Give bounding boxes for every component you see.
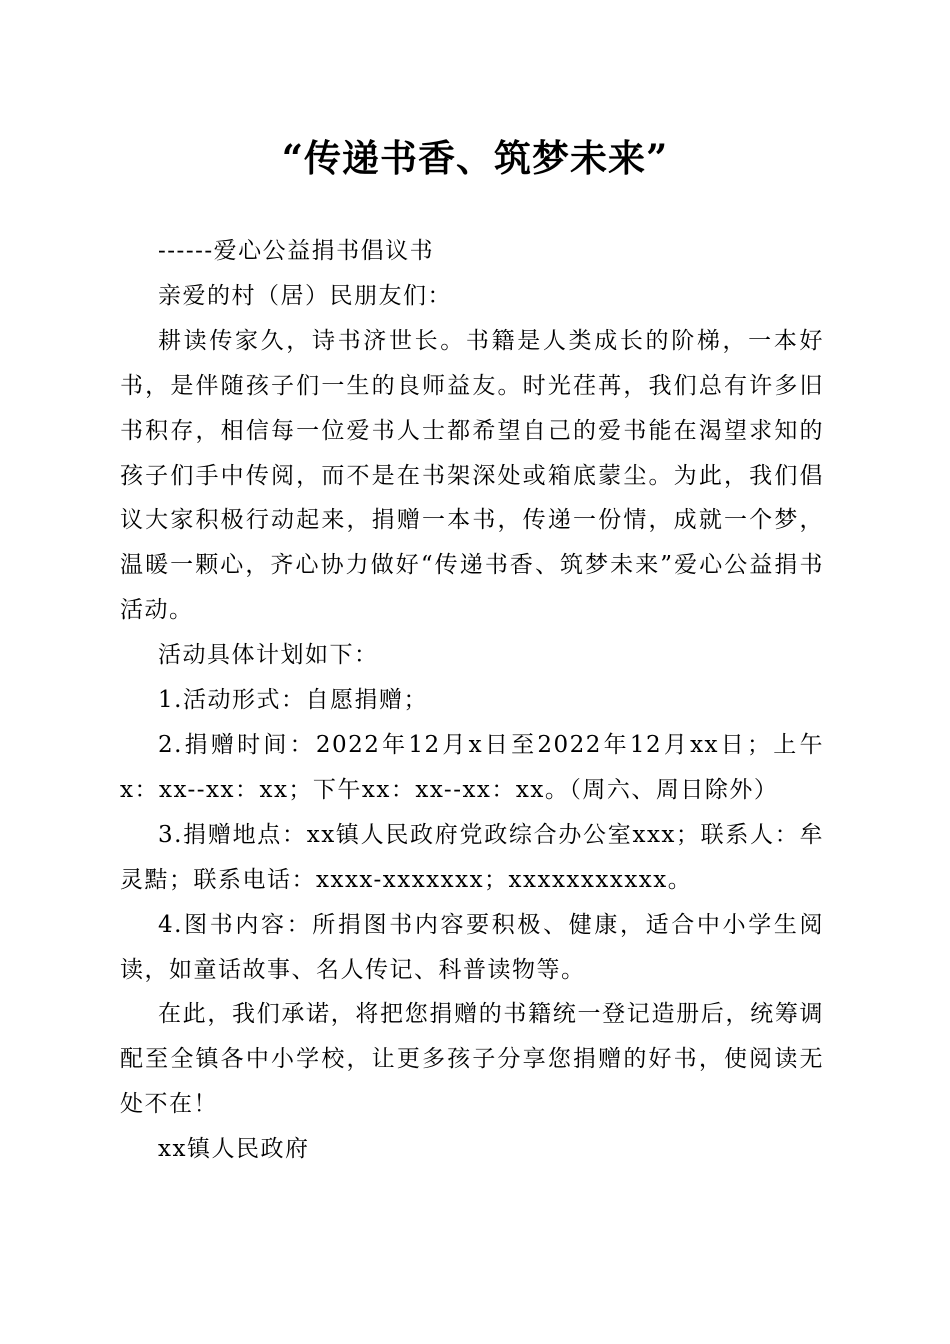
document-body — [120, 229, 824, 1172]
plan-item-form: 1.活动形式：自愿捐赠； — [158, 687, 428, 714]
plan-item-content: 4.图书内容：所捐图书内容要积极、健康，适合中小学生阅读，如童话故事、名人传记、科普读物等。 — [120, 911, 824, 983]
document-title: “传递书香、筑梦未来” — [281, 136, 669, 180]
plan-item-time: 2.捐赠时间：2022年12月x日至2022年12月xx日；上午x：xx--xx：xx；下午xx：xx--xx：xx。（周六、周日除外） — [120, 731, 824, 803]
plan-heading: 活动具体计划如下： — [158, 642, 379, 669]
intro-paragraph: 耕读传家久，诗书济世长。书籍是人类成长的阶梯，一本好书，是伴随孩子们一生的良师益友。时光荏苒，我们总有许多旧书积存，相信每一位爱书人士都希望自己的爱书能在渴望求知的孩子们手中传阅，而不是在书架深处或箱底蒙尘。为此，我们倡议大家积极行动起来，捐赠一本书，传递一份情，成就一个梦，温暖一颗心，齐心协力做好“传递书香、筑梦未来”爱心公益捐书活动。 — [120, 327, 824, 624]
plan-item-location: 3.捐赠地点：xx镇人民政府党政综合办公室xxx；联系人：牟灵黠；联系电话：xxxx-xxxxxxx；xxxxxxxxxxx。 — [120, 821, 824, 893]
document-subtitle: ------爱心公益捐书倡议书 — [158, 238, 435, 264]
closing-paragraph: 在此，我们承诺，将把您捐赠的书籍统一登记造册后，统筹调配至全镇各中小学校，让更多孩子分享您捐赠的好书，使阅读无处不在！ — [120, 1001, 824, 1118]
salutation: 亲爱的村（居）民朋友们： — [158, 282, 452, 309]
signature: xx镇人民政府 — [158, 1136, 310, 1163]
